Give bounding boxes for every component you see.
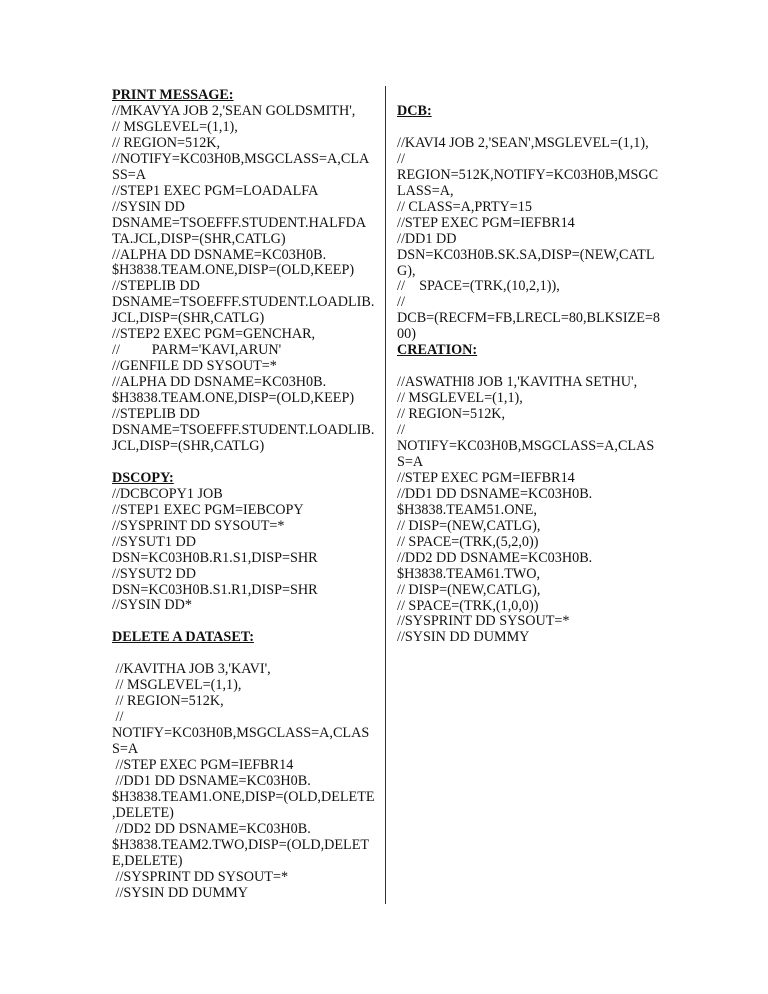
jcl-line: //SYSIN DD* xyxy=(112,597,193,614)
jcl-line: //STEP2 EXEC PGM=GENCHAR, xyxy=(112,326,316,343)
jcl-line: //STEPLIB DD xyxy=(112,278,200,295)
jcl-line: //STEP1 EXEC PGM=LOADALFA xyxy=(112,182,319,199)
jcl-line: LASS=A, xyxy=(397,182,454,199)
jcl-line: $H3838.TEAM61.TWO, xyxy=(397,565,541,582)
jcl-line: REGION=512K,NOTIFY=KC03H0B,MSGC xyxy=(397,166,659,183)
jcl-line: // PARM='KAVI,ARUN' xyxy=(112,342,282,359)
section-dscopy xyxy=(112,471,375,631)
jcl-line: S=A xyxy=(397,453,424,470)
jcl-line: DSN=KC03H0B.SK.SA,DISP=(NEW,CATL xyxy=(397,246,655,263)
jcl-line: //SYSUT2 DD xyxy=(112,565,196,582)
jcl-line: //DD2 DD DSNAME=KC03H0B. xyxy=(397,549,593,566)
jcl-line: // REGION=512K, xyxy=(112,693,224,710)
jcl-line xyxy=(397,120,660,136)
jcl-line: // CLASS=A,PRTY=15 xyxy=(397,198,532,215)
jcl-line: // SPACE=(TRK,(10,2,1)), xyxy=(397,278,560,295)
jcl-line: DSNAME=TSOEFFF.STUDENT.LOADLIB. xyxy=(112,422,375,439)
jcl-line: // xyxy=(397,150,405,167)
jcl-line: //MKAVYA JOB 2,'SEAN GOLDSMITH', xyxy=(112,102,356,119)
jcl-line: // DISP=(NEW,CATLG), xyxy=(397,517,541,534)
jcl-line: // DISP=(NEW,CATLG), xyxy=(397,581,541,598)
section-heading: DCB: xyxy=(397,103,432,119)
jcl-line xyxy=(112,646,375,662)
jcl-line: SS=A xyxy=(112,166,147,183)
jcl-line: E,DELETE) xyxy=(112,852,183,869)
jcl-line: //SYSPRINT DD SYSOUT=* xyxy=(112,868,289,885)
jcl-line: //SYSIN DD xyxy=(112,198,185,215)
jcl-line: //STEPLIB DD xyxy=(112,406,200,423)
jcl-line: //ALPHA DD DSNAME=KC03H0B. xyxy=(112,246,327,263)
section-dcb xyxy=(397,104,660,343)
jcl-line: //NOTIFY=KC03H0B,MSGCLASS=A,CLA xyxy=(112,150,370,167)
jcl-line: //KAVITHA JOB 3,'KAVI', xyxy=(112,661,271,678)
jcl-line: $H3838.TEAM2.TWO,DISP=(OLD,DELET xyxy=(112,836,370,853)
jcl-line: $H3838.TEAM51.ONE, xyxy=(397,501,537,518)
jcl-line: // MSGLEVEL=(1,1), xyxy=(112,677,242,694)
jcl-line: //SYSUT1 DD xyxy=(112,533,196,550)
jcl-line xyxy=(112,614,375,630)
section-heading: DSCOPY: xyxy=(112,469,174,486)
section-heading: PRINT MESSAGE: xyxy=(112,87,234,103)
jcl-line xyxy=(112,455,375,471)
jcl-line: //DD2 DD DSNAME=KC03H0B. xyxy=(112,820,311,837)
jcl-line: //DD1 DD xyxy=(397,230,457,247)
jcl-line: //DD1 DD DSNAME=KC03H0B. xyxy=(112,772,311,789)
jcl-line: //ALPHA DD DSNAME=KC03H0B. xyxy=(112,374,327,391)
jcl-line: // xyxy=(112,709,124,726)
jcl-line: // xyxy=(397,294,405,311)
jcl-line: //SYSPRINT DD SYSOUT=* xyxy=(112,517,285,534)
jcl-line: // SPACE=(TRK,(5,2,0)) xyxy=(397,533,539,550)
jcl-line: // xyxy=(397,422,405,439)
jcl-line: //GENFILE DD SYSOUT=* xyxy=(112,358,277,375)
jcl-line: DSN=KC03H0B.R1.S1,DISP=SHR xyxy=(112,549,318,566)
jcl-line: //DCBCOPY1 JOB xyxy=(112,485,223,502)
jcl-line: S=A xyxy=(112,741,139,758)
jcl-line: // REGION=512K, xyxy=(397,406,506,423)
jcl-line: DSNAME=TSOEFFF.STUDENT.HALFDA xyxy=(112,214,367,231)
jcl-line: NOTIFY=KC03H0B,MSGCLASS=A,CLAS xyxy=(397,437,655,454)
jcl-line: //STEP EXEC PGM=IEFBR14 xyxy=(397,214,575,231)
jcl-line: TA.JCL,DISP=(SHR,CATLG) xyxy=(112,230,286,247)
jcl-line: $H3838.TEAM.ONE,DISP=(OLD,KEEP) xyxy=(112,262,355,279)
jcl-line: // MSGLEVEL=(1,1), xyxy=(112,118,238,135)
jcl-line: ,DELETE) xyxy=(112,804,174,821)
jcl-line: // MSGLEVEL=(1,1), xyxy=(397,390,523,407)
jcl-line: //DD1 DD DSNAME=KC03H0B. xyxy=(397,485,593,502)
column-divider xyxy=(385,86,386,904)
jcl-line: DSNAME=TSOEFFF.STUDENT.LOADLIB. xyxy=(112,294,375,311)
jcl-line: // REGION=512K, xyxy=(112,134,221,151)
jcl-line: $H3838.TEAM1.ONE,DISP=(OLD,DELETE xyxy=(112,788,375,805)
jcl-line: $H3838.TEAM.ONE,DISP=(OLD,KEEP) xyxy=(112,390,355,407)
jcl-line: // SPACE=(TRK,(1,0,0)) xyxy=(397,597,539,614)
right-column xyxy=(397,104,660,646)
jcl-line: JCL,DISP=(SHR,CATLG) xyxy=(112,437,265,454)
jcl-line: //ASWATHI8 JOB 1,'KAVITHA SETHU', xyxy=(397,374,638,391)
section-delete-a-dataset xyxy=(112,630,375,901)
jcl-line: //STEP1 EXEC PGM=IEBCOPY xyxy=(112,501,304,518)
jcl-line: //STEP EXEC PGM=IEFBR14 xyxy=(112,756,294,773)
section-creation xyxy=(397,343,660,646)
section-print-message xyxy=(112,88,375,471)
section-heading: CREATION: xyxy=(397,342,478,359)
left-column xyxy=(112,88,375,902)
jcl-line: DSN=KC03H0B.S1.R1,DISP=SHR xyxy=(112,581,318,598)
jcl-line: //SYSPRINT DD SYSOUT=* xyxy=(397,613,570,630)
jcl-line: //KAVI4 JOB 2,'SEAN',MSGLEVEL=(1,1), xyxy=(397,134,649,151)
jcl-line: NOTIFY=KC03H0B,MSGCLASS=A,CLAS xyxy=(112,725,370,742)
jcl-line: //SYSIN DD DUMMY xyxy=(112,884,248,901)
jcl-line: G), xyxy=(397,262,416,279)
section-heading: DELETE A DATASET: xyxy=(112,629,254,646)
jcl-line: //STEP EXEC PGM=IEFBR14 xyxy=(397,469,575,486)
jcl-line: 00) xyxy=(397,326,416,343)
jcl-line: DCB=(RECFM=FB,LRECL=80,BLKSIZE=8 xyxy=(397,310,660,327)
jcl-line: //SYSIN DD DUMMY xyxy=(397,629,530,646)
jcl-line xyxy=(397,359,660,375)
jcl-line: JCL,DISP=(SHR,CATLG) xyxy=(112,310,265,327)
